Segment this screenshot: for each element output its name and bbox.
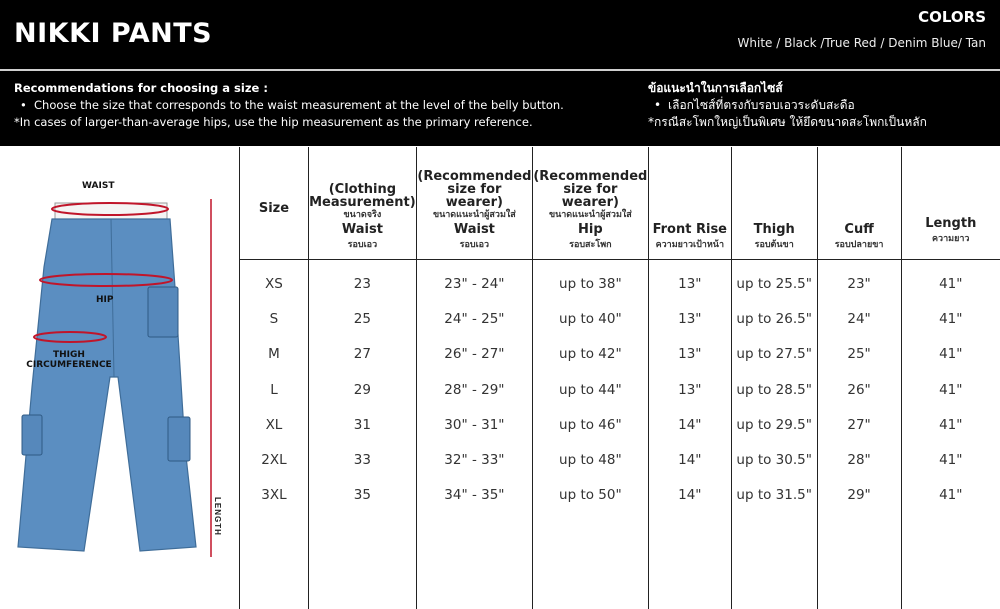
left-cargo-pocket: [22, 415, 42, 455]
cell-cuff: 23": [817, 260, 901, 302]
cell-size: 2XL: [240, 442, 309, 477]
cell-size: L: [240, 372, 309, 407]
header-length: Length ความยาว: [901, 147, 1000, 260]
cell-size: 3XL: [240, 478, 309, 513]
right-cargo-pocket-upper: [148, 287, 178, 337]
cell-length: 41": [901, 260, 1000, 302]
table-row: [240, 442, 1000, 477]
cell-waist_rec: 24" - 25": [416, 301, 532, 336]
hip-label: HIP: [96, 295, 113, 305]
thigh-label: THIGH CIRCUMFERENCE: [24, 350, 114, 370]
recommendations-english: [14, 80, 564, 131]
cell-rise: 13": [648, 301, 731, 336]
filler-cell: [416, 513, 532, 609]
recommendations-en-note: *In cases of larger-than-average hips, use the hip measurement as the primary reference.: [14, 114, 564, 131]
header-waist-recommended: (Recommended size for wearer) ขนาดแนะนำผู้สวมใส่ Waist รอบเอว: [416, 147, 532, 260]
recommendations-th-bullet: • เลือกไซส์ที่ตรงกับรอบเอวระดับสะดือ: [648, 97, 927, 114]
table-row: [240, 260, 1000, 302]
right-cargo-pocket-lower: [168, 417, 190, 461]
header-waist-clothing: (Clothing Measurement) ขนาดจริง Waist รอบเอว: [308, 147, 416, 260]
cell-hip: up to 38": [532, 260, 648, 302]
table-row: [240, 337, 1000, 372]
cell-length: 41": [901, 372, 1000, 407]
cell-waist: 27: [308, 337, 416, 372]
header-front-rise: Front Rise ความยาวเป้าหน้า: [648, 147, 731, 260]
cell-waist_rec: 34" - 35": [416, 478, 532, 513]
cell-size: M: [240, 337, 309, 372]
cell-thigh: up to 29.5": [731, 407, 817, 442]
table-row: [240, 372, 1000, 407]
cell-cuff: 24": [817, 301, 901, 336]
size-chart-table: [239, 147, 1000, 609]
cell-thigh: up to 30.5": [731, 442, 817, 477]
cell-waist_rec: 28" - 29": [416, 372, 532, 407]
cell-hip: up to 40": [532, 301, 648, 336]
cell-rise: 13": [648, 260, 731, 302]
cell-length: 41": [901, 301, 1000, 336]
cell-hip: up to 46": [532, 407, 648, 442]
cell-cuff: 28": [817, 442, 901, 477]
pants-body-shape: [18, 219, 196, 551]
header-thigh: Thigh รอบต้นขา: [731, 147, 817, 260]
cell-cuff: 29": [817, 478, 901, 513]
cell-cuff: 25": [817, 337, 901, 372]
waist-label: WAIST: [82, 181, 114, 191]
cell-cuff: 27": [817, 407, 901, 442]
cell-waist_rec: 23" - 24": [416, 260, 532, 302]
header-cuff: Cuff รอบปลายขา: [817, 147, 901, 260]
table-filler-row: [240, 513, 1000, 609]
cell-waist: 29: [308, 372, 416, 407]
cell-waist_rec: 32" - 33": [416, 442, 532, 477]
filler-cell: [240, 513, 309, 609]
filler-cell: [308, 513, 416, 609]
filler-cell: [901, 513, 1000, 609]
pants-diagram-panel: [0, 147, 239, 600]
filler-cell: [817, 513, 901, 609]
filler-cell: [648, 513, 731, 609]
cell-hip: up to 44": [532, 372, 648, 407]
cell-waist: 33: [308, 442, 416, 477]
table-row: [240, 478, 1000, 513]
cell-length: 41": [901, 442, 1000, 477]
colors-list: White / Black /True Red / Denim Blue/ Tan: [738, 36, 986, 50]
cell-hip: up to 50": [532, 478, 648, 513]
cell-length: 41": [901, 407, 1000, 442]
cell-waist: 25: [308, 301, 416, 336]
table-row: [240, 407, 1000, 442]
cell-size: S: [240, 301, 309, 336]
cell-cuff: 26": [817, 372, 901, 407]
cell-size: XL: [240, 407, 309, 442]
cell-waist_rec: 26" - 27": [416, 337, 532, 372]
header-hip-recommended: (Recommended size for wearer) ขนาดแนะนำผู้สวมใส่ Hip รอบสะโพก: [532, 147, 648, 260]
cell-thigh: up to 28.5": [731, 372, 817, 407]
recommendations-th-title: ข้อแนะนำในการเลือกไซส์: [648, 80, 927, 97]
cell-rise: 13": [648, 337, 731, 372]
cell-size: XS: [240, 260, 309, 302]
cell-length: 41": [901, 478, 1000, 513]
recommendations-en-title: Recommendations for choosing a size :: [14, 80, 564, 97]
cell-waist: 23: [308, 260, 416, 302]
cell-thigh: up to 26.5": [731, 301, 817, 336]
cell-length: 41": [901, 337, 1000, 372]
filler-cell: [532, 513, 648, 609]
recommendations-th-note: *กรณีสะโพกใหญ่เป็นพิเศษ ให้ยึดขนาดสะโพกเป็นหลัก: [648, 114, 927, 131]
length-label: LENGTH: [213, 497, 222, 536]
cell-thigh: up to 25.5": [731, 260, 817, 302]
cell-hip: up to 42": [532, 337, 648, 372]
colors-heading: COLORS: [918, 8, 986, 26]
header-size: Size: [240, 147, 309, 260]
recommendations-thai: [648, 80, 927, 131]
cell-waist: 35: [308, 478, 416, 513]
header-bar: [0, 0, 1000, 146]
header-divider: [0, 69, 1000, 71]
filler-cell: [731, 513, 817, 609]
cell-rise: 14": [648, 407, 731, 442]
product-title: NIKKI PANTS: [14, 18, 212, 49]
recommendations-en-bullet: • Choose the size that corresponds to the waist measurement at the level of the belly button.: [14, 97, 564, 114]
pants-illustration: [0, 147, 239, 600]
cell-hip: up to 48": [532, 442, 648, 477]
table-row: [240, 301, 1000, 336]
table-header-row: [240, 147, 1000, 260]
cell-rise: 14": [648, 442, 731, 477]
cell-rise: 14": [648, 478, 731, 513]
cell-thigh: up to 31.5": [731, 478, 817, 513]
cell-thigh: up to 27.5": [731, 337, 817, 372]
cell-waist: 31: [308, 407, 416, 442]
cell-rise: 13": [648, 372, 731, 407]
cell-waist_rec: 30" - 31": [416, 407, 532, 442]
